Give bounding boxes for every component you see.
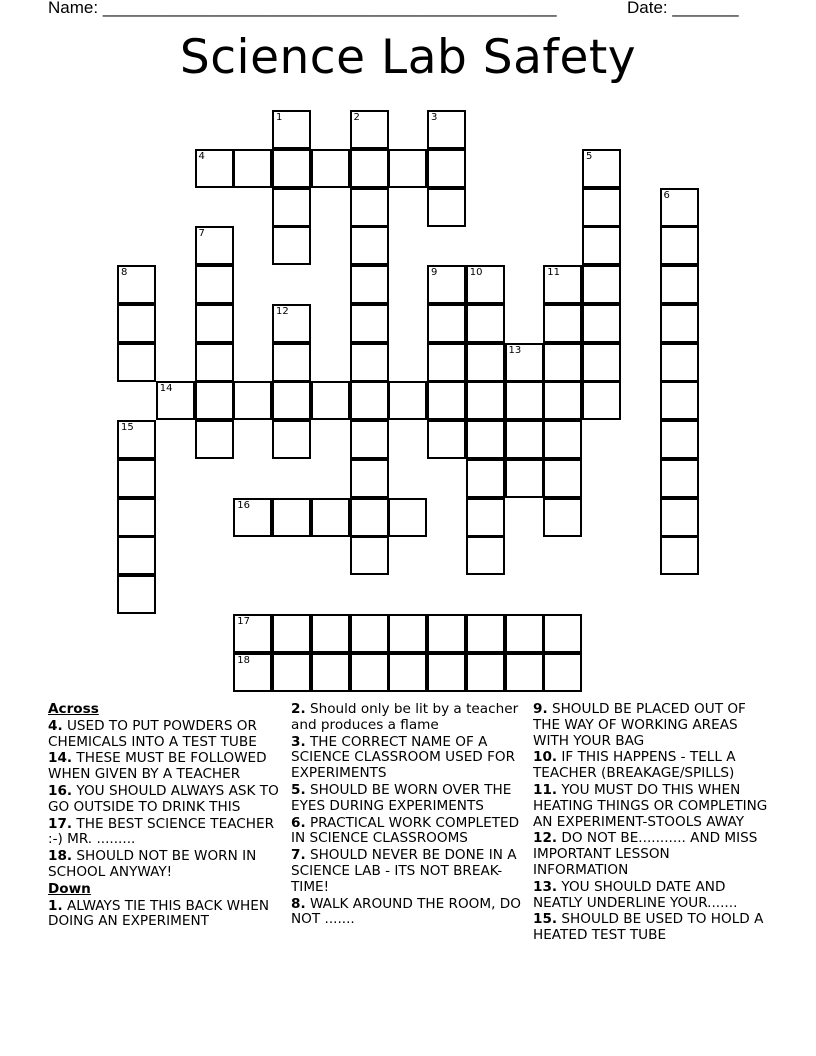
clue-number: 2 xyxy=(353,112,360,123)
grid-cell[interactable] xyxy=(311,149,350,188)
grid-cell[interactable] xyxy=(466,536,505,575)
grid-cell[interactable] xyxy=(388,498,427,537)
grid-cell[interactable] xyxy=(350,459,389,498)
grid-cell[interactable] xyxy=(466,381,505,420)
grid-cell[interactable] xyxy=(117,459,156,498)
clue-item-number: 5. xyxy=(291,781,306,798)
grid-cell[interactable] xyxy=(466,343,505,382)
grid-cell[interactable] xyxy=(427,343,466,382)
clue-item-text: SHOULD BE WORN OVER THE EYES DURING EXPERIMENTS xyxy=(291,781,512,814)
clue-item-text: SHOULD BE USED TO HOLD A HEATED TEST TUBE xyxy=(533,911,764,944)
clue-number: 14 xyxy=(159,383,173,395)
grid-cell[interactable] xyxy=(466,304,505,343)
grid-cell[interactable] xyxy=(660,420,699,459)
clue-number: 15 xyxy=(121,422,134,433)
grid-cell[interactable] xyxy=(466,614,505,653)
grid-cell[interactable] xyxy=(272,188,311,227)
clue-number: 4 xyxy=(198,150,205,162)
clue-item-text: IF THIS HAPPENS - TELL A TEACHER (BREAKAGE/SPILLS) xyxy=(533,749,736,782)
clue-item-text: SHOULD NOT BE WORN IN SCHOOL ANYWAY! xyxy=(48,848,257,880)
clue-item xyxy=(533,783,768,830)
clue-item xyxy=(48,751,283,783)
grid-cell[interactable] xyxy=(660,536,699,575)
grid-cell[interactable] xyxy=(311,614,350,653)
clue-item xyxy=(48,719,283,751)
clue-item xyxy=(291,702,526,734)
clue-item xyxy=(533,831,768,878)
grid-cell[interactable] xyxy=(311,498,350,537)
grid-cell[interactable] xyxy=(350,265,389,304)
grid-cell[interactable] xyxy=(272,149,311,188)
grid-cell[interactable] xyxy=(195,304,234,343)
grid-cell[interactable] xyxy=(233,614,272,653)
clue-item-text: YOU MUST DO THIS WHEN HEATING THINGS OR COMPLETING AN EXPERIMENT-STOOLS AWAY xyxy=(533,781,768,830)
grid-cell[interactable] xyxy=(505,343,544,382)
grid-cell[interactable] xyxy=(543,420,582,459)
grid-cell[interactable] xyxy=(543,614,582,653)
clue-item-text: ALWAYS TIE THIS BACK WHEN DOING AN EXPERIMENT xyxy=(48,897,270,930)
grid-cell[interactable] xyxy=(466,459,505,498)
clue-number: 16 xyxy=(237,499,250,511)
grid-cell[interactable] xyxy=(543,265,582,304)
grid-cell[interactable] xyxy=(272,226,311,265)
clue-number: 10 xyxy=(469,267,483,278)
clue-item-text: WALK AROUND THE ROOM, DO NOT ....... xyxy=(291,895,521,928)
grid-cell[interactable] xyxy=(427,420,466,459)
grid-cell[interactable] xyxy=(350,149,389,188)
grid-cell[interactable] xyxy=(350,381,389,420)
grid-cell[interactable] xyxy=(117,536,156,575)
clue-item-number: 15. xyxy=(533,911,558,928)
grid-cell[interactable] xyxy=(427,265,466,304)
grid-cell[interactable] xyxy=(195,226,234,265)
clue-item-text: SHOULD NEVER BE DONE IN A SCIENCE LAB - ITS NOT BREAK-TIME! xyxy=(291,847,517,895)
clue-column-2 xyxy=(291,702,526,929)
grid-cell[interactable] xyxy=(543,459,582,498)
clue-item-number: 2. xyxy=(291,701,306,717)
grid-cell[interactable] xyxy=(272,420,311,459)
clue-number: 17 xyxy=(237,615,250,627)
grid-cell[interactable] xyxy=(233,149,272,188)
clue-item xyxy=(48,817,283,849)
grid-cell[interactable] xyxy=(505,653,544,692)
grid-cell[interactable] xyxy=(427,110,466,149)
grid-cell[interactable] xyxy=(388,149,427,188)
grid-cell[interactable] xyxy=(505,614,544,653)
clue-item xyxy=(48,784,283,816)
grid-cell[interactable] xyxy=(582,226,621,265)
clue-number: 8 xyxy=(121,267,128,278)
clue-section-heading: Across xyxy=(48,701,99,717)
grid-cell[interactable] xyxy=(233,653,272,692)
grid-cell[interactable] xyxy=(388,614,427,653)
clue-item-number: 10. xyxy=(533,749,558,766)
clue-item-number: 7. xyxy=(291,847,306,864)
clue-item xyxy=(533,880,768,912)
clue-item xyxy=(291,816,526,848)
clue-item-number: 4. xyxy=(48,717,63,734)
clue-item-text: PRACTICAL WORK COMPLETED IN SCIENCE CLASSROOMS xyxy=(291,814,520,847)
clue-number: 12 xyxy=(276,305,289,317)
grid-cell[interactable] xyxy=(272,343,311,382)
clue-item xyxy=(291,848,526,895)
clue-item-text: Should only be lit by a teacher and produces a flame xyxy=(291,701,519,733)
clue-item-number: 17. xyxy=(48,815,73,832)
clue-section-heading: Down xyxy=(48,880,91,897)
clue-number: 11 xyxy=(547,267,560,278)
grid-cell[interactable] xyxy=(505,459,544,498)
clue-item xyxy=(291,897,526,929)
grid-cell[interactable] xyxy=(466,498,505,537)
clue-item-text: YOU SHOULD ALWAYS ASK TO GO OUTSIDE TO DRINK THIS xyxy=(48,782,279,815)
grid-cell[interactable] xyxy=(350,653,389,692)
grid-cell[interactable] xyxy=(350,304,389,343)
clue-item-text: SHOULD BE PLACED OUT OF THE WAY OF WORKING AREAS WITH YOUR BAG xyxy=(533,701,746,749)
clue-item-number: 1. xyxy=(48,897,63,914)
grid-cell[interactable] xyxy=(350,536,389,575)
clue-item-text: THE BEST SCIENCE TEACHER :-) MR. ......... xyxy=(48,815,275,848)
grid-cell[interactable] xyxy=(195,149,234,188)
clue-item-number: 8. xyxy=(291,895,306,912)
clue-item-text: USED TO PUT POWDERS OR CHEMICALS INTO A TEST TUBE xyxy=(48,717,257,750)
grid-cell[interactable] xyxy=(195,343,234,382)
grid-cell[interactable] xyxy=(272,498,311,537)
clue-column-1 xyxy=(48,702,283,931)
grid-cell[interactable] xyxy=(117,265,156,304)
grid-cell[interactable] xyxy=(427,149,466,188)
grid-cell[interactable] xyxy=(272,653,311,692)
grid-cell[interactable] xyxy=(543,343,582,382)
clue-number: 7 xyxy=(198,228,205,240)
grid-cell[interactable] xyxy=(466,653,505,692)
grid-cell[interactable] xyxy=(582,304,621,343)
grid-cell[interactable] xyxy=(582,265,621,304)
grid-cell[interactable] xyxy=(427,188,466,227)
grid-cell[interactable] xyxy=(505,381,544,420)
grid-cell[interactable] xyxy=(543,381,582,420)
grid-cell[interactable] xyxy=(311,653,350,692)
grid-cell[interactable] xyxy=(117,498,156,537)
clue-item-number: 11. xyxy=(533,781,558,798)
grid-cell[interactable] xyxy=(660,226,699,265)
grid-cell[interactable] xyxy=(660,265,699,304)
grid-cell[interactable] xyxy=(582,149,621,188)
clue-number: 18 xyxy=(237,654,250,666)
page-title: Science Lab Safety xyxy=(179,30,637,85)
date-label: Date: xyxy=(627,0,668,17)
grid-cell[interactable] xyxy=(233,498,272,537)
grid-cell[interactable] xyxy=(660,498,699,537)
clue-item-number: 9. xyxy=(533,701,548,717)
clue-item-number: 13. xyxy=(533,878,558,895)
grid-cell[interactable] xyxy=(466,265,505,304)
grid-cell[interactable] xyxy=(660,304,699,343)
clue-item xyxy=(533,702,768,749)
grid-cell[interactable] xyxy=(350,614,389,653)
grid-cell[interactable] xyxy=(272,381,311,420)
grid-cell[interactable] xyxy=(350,343,389,382)
clue-item-number: 3. xyxy=(291,733,306,750)
grid-cell[interactable] xyxy=(311,381,350,420)
grid-cell[interactable] xyxy=(195,265,234,304)
clue-number: 13 xyxy=(508,344,522,356)
grid-cell[interactable] xyxy=(543,498,582,537)
grid-cell[interactable] xyxy=(195,381,234,420)
grid-cell[interactable] xyxy=(388,653,427,692)
grid-cell[interactable] xyxy=(388,381,427,420)
clue-item-number: 12. xyxy=(533,830,558,847)
clue-item-number: 18. xyxy=(48,848,73,865)
grid-cell[interactable] xyxy=(543,653,582,692)
grid-cell[interactable] xyxy=(427,381,466,420)
grid-cell[interactable] xyxy=(660,459,699,498)
grid-cell[interactable] xyxy=(350,188,389,227)
grid-cell[interactable] xyxy=(543,304,582,343)
clue-item-number: 14. xyxy=(48,750,73,767)
grid-cell[interactable] xyxy=(117,575,156,614)
grid-cell[interactable] xyxy=(660,343,699,382)
clue-item-text: THE CORRECT NAME OF A SCIENCE CLASSROOM USED FOR EXPERIMENTS xyxy=(291,733,516,782)
clue-item-text: YOU SHOULD DATE AND NEATLY UNDERLINE YOUR....... xyxy=(533,878,738,911)
clue-column-3 xyxy=(533,702,768,945)
clue-item xyxy=(48,849,283,881)
clue-item xyxy=(533,912,768,944)
grid-cell[interactable] xyxy=(350,420,389,459)
grid-cell[interactable] xyxy=(350,226,389,265)
date-line: _______ xyxy=(672,0,739,17)
grid-cell[interactable] xyxy=(582,381,621,420)
grid-cell[interactable] xyxy=(660,188,699,227)
grid-cell[interactable] xyxy=(195,420,234,459)
grid-cell[interactable] xyxy=(272,614,311,653)
clue-item-text: DO NOT BE........... AND MISS IMPORTANT LESSON INFORMATION xyxy=(533,830,758,878)
grid-cell[interactable] xyxy=(660,381,699,420)
clue-number: 3 xyxy=(431,112,438,123)
grid-cell[interactable] xyxy=(505,420,544,459)
grid-cell[interactable] xyxy=(272,110,311,149)
clue-item-number: 16. xyxy=(48,782,73,799)
grid-cell[interactable] xyxy=(466,420,505,459)
grid-cell[interactable] xyxy=(582,343,621,382)
name-line: ________________________________________________ xyxy=(102,0,557,17)
grid-cell[interactable] xyxy=(156,381,195,420)
clue-number: 5 xyxy=(586,150,593,162)
grid-cell[interactable] xyxy=(117,304,156,343)
grid-cell[interactable] xyxy=(427,614,466,653)
grid-cell[interactable] xyxy=(272,304,311,343)
grid-cell[interactable] xyxy=(427,304,466,343)
clue-number: 9 xyxy=(431,267,438,278)
grid-cell[interactable] xyxy=(117,420,156,459)
grid-cell[interactable] xyxy=(350,110,389,149)
clue-item xyxy=(291,783,526,815)
clue-number: 1 xyxy=(276,112,283,123)
clue-item xyxy=(48,899,283,931)
grid-cell[interactable] xyxy=(427,653,466,692)
clue-number: 6 xyxy=(663,189,670,201)
clue-item xyxy=(533,750,768,782)
clue-item-number: 6. xyxy=(291,814,306,831)
clue-item-text: THESE MUST BE FOLLOWED WHEN GIVEN BY A TEACHER xyxy=(48,750,267,783)
grid-cell[interactable] xyxy=(117,343,156,382)
grid-cell[interactable] xyxy=(350,498,389,537)
grid-cell[interactable] xyxy=(233,381,272,420)
grid-cell[interactable] xyxy=(582,188,621,227)
clue-item xyxy=(291,735,526,782)
name-label: Name: xyxy=(48,0,99,17)
